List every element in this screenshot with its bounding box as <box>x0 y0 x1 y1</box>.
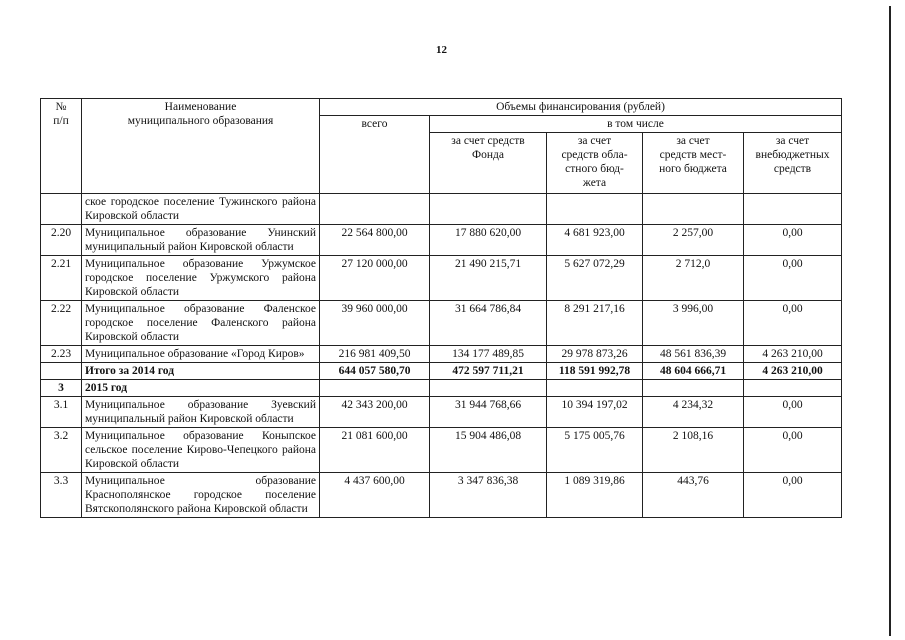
row-extra: 0,00 <box>744 256 842 301</box>
row-regional <box>547 380 643 397</box>
row-regional: 29 978 873,26 <box>547 346 643 363</box>
table-row <box>41 346 842 363</box>
row-name: Муниципальное образование Коныпское сельское поселение Кирово-Чепецкого района Кировской области <box>82 428 320 473</box>
row-total: 644 057 580,70 <box>320 363 430 380</box>
row-total <box>320 380 430 397</box>
row-local <box>643 380 744 397</box>
row-total <box>320 194 430 225</box>
row-number: 3.2 <box>41 428 82 473</box>
header-fund: за счет средств Фонда <box>430 133 547 194</box>
row-fund: 15 904 486,08 <box>430 428 547 473</box>
row-local: 2 108,16 <box>643 428 744 473</box>
row-extra: 0,00 <box>744 397 842 428</box>
row-total: 39 960 000,00 <box>320 301 430 346</box>
table-row <box>41 301 842 346</box>
financing-table <box>40 98 842 518</box>
row-name: Муниципальное образование Зуевский муниципальный район Кировской области <box>82 397 320 428</box>
row-total: 4 437 600,00 <box>320 473 430 518</box>
table-row <box>41 194 842 225</box>
row-local: 48 604 666,71 <box>643 363 744 380</box>
row-name: Муниципальное образование Краснополянское городское поселение Вятскополянского района Кировской области <box>82 473 320 518</box>
row-name: Муниципальное образование Фаленское городское поселение Фаленского района Кировской области <box>82 301 320 346</box>
row-fund: 472 597 711,21 <box>430 363 547 380</box>
row-regional: 118 591 992,78 <box>547 363 643 380</box>
header-local: за счет средств мест- ного бюджета <box>643 133 744 194</box>
row-regional: 10 394 197,02 <box>547 397 643 428</box>
row-regional: 8 291 217,16 <box>547 301 643 346</box>
row-regional: 1 089 319,86 <box>547 473 643 518</box>
header-total: всего <box>320 116 430 194</box>
row-name: Муниципальное образование Уржумское городское поселение Уржумского района Кировской области <box>82 256 320 301</box>
table-row <box>41 397 842 428</box>
row-fund: 3 347 836,38 <box>430 473 547 518</box>
row-local: 2 712,0 <box>643 256 744 301</box>
row-regional <box>547 194 643 225</box>
table-row <box>41 428 842 473</box>
row-fund: 21 490 215,71 <box>430 256 547 301</box>
table-row <box>41 380 842 397</box>
header-including: в том числе <box>430 116 842 133</box>
row-extra: 4 263 210,00 <box>744 346 842 363</box>
row-fund <box>430 380 547 397</box>
row-extra: 0,00 <box>744 301 842 346</box>
row-number: 2.20 <box>41 225 82 256</box>
row-number: 3.1 <box>41 397 82 428</box>
table-row <box>41 473 842 518</box>
row-fund: 17 880 620,00 <box>430 225 547 256</box>
row-total: 42 343 200,00 <box>320 397 430 428</box>
row-name: Итого за 2014 год <box>82 363 320 380</box>
row-total: 216 981 409,50 <box>320 346 430 363</box>
table-row <box>41 256 842 301</box>
row-extra: 0,00 <box>744 428 842 473</box>
row-regional: 5 175 005,76 <box>547 428 643 473</box>
row-number: 3 <box>41 380 82 397</box>
header-extra: за счет внебюджетных средств <box>744 133 842 194</box>
table-row <box>41 363 842 380</box>
row-fund: 134 177 489,85 <box>430 346 547 363</box>
row-total: 27 120 000,00 <box>320 256 430 301</box>
row-name: ское городское поселение Тужинского района Кировской области <box>82 194 320 225</box>
row-name: Муниципальное образование Унинский муниципальный район Кировской области <box>82 225 320 256</box>
row-extra <box>744 194 842 225</box>
row-local: 4 234,32 <box>643 397 744 428</box>
row-number: 2.21 <box>41 256 82 301</box>
table-row <box>41 225 842 256</box>
header-num: № п/п <box>41 99 82 194</box>
row-extra: 0,00 <box>744 225 842 256</box>
row-number <box>41 363 82 380</box>
row-extra: 4 263 210,00 <box>744 363 842 380</box>
page-number: 12 <box>436 44 447 56</box>
header-name: Наименование муниципального образования <box>82 99 320 194</box>
row-fund <box>430 194 547 225</box>
row-regional: 5 627 072,29 <box>547 256 643 301</box>
row-name: Муниципальное образование «Город Киров» <box>82 346 320 363</box>
row-local: 443,76 <box>643 473 744 518</box>
header-regional: за счет средств обла- стного бюд- жета <box>547 133 643 194</box>
header-row-1 <box>41 99 842 116</box>
row-fund: 31 664 786,84 <box>430 301 547 346</box>
header-funding: Объемы финансирования (рублей) <box>320 99 842 116</box>
row-local: 48 561 836,39 <box>643 346 744 363</box>
row-number: 2.22 <box>41 301 82 346</box>
row-total: 21 081 600,00 <box>320 428 430 473</box>
row-number: 3.3 <box>41 473 82 518</box>
row-fund: 31 944 768,66 <box>430 397 547 428</box>
row-local <box>643 194 744 225</box>
row-local: 3 996,00 <box>643 301 744 346</box>
row-number <box>41 194 82 225</box>
row-regional: 4 681 923,00 <box>547 225 643 256</box>
row-extra: 0,00 <box>744 473 842 518</box>
row-local: 2 257,00 <box>643 225 744 256</box>
row-total: 22 564 800,00 <box>320 225 430 256</box>
page-edge-line <box>889 6 891 636</box>
row-number: 2.23 <box>41 346 82 363</box>
row-extra <box>744 380 842 397</box>
row-name: 2015 год <box>82 380 320 397</box>
